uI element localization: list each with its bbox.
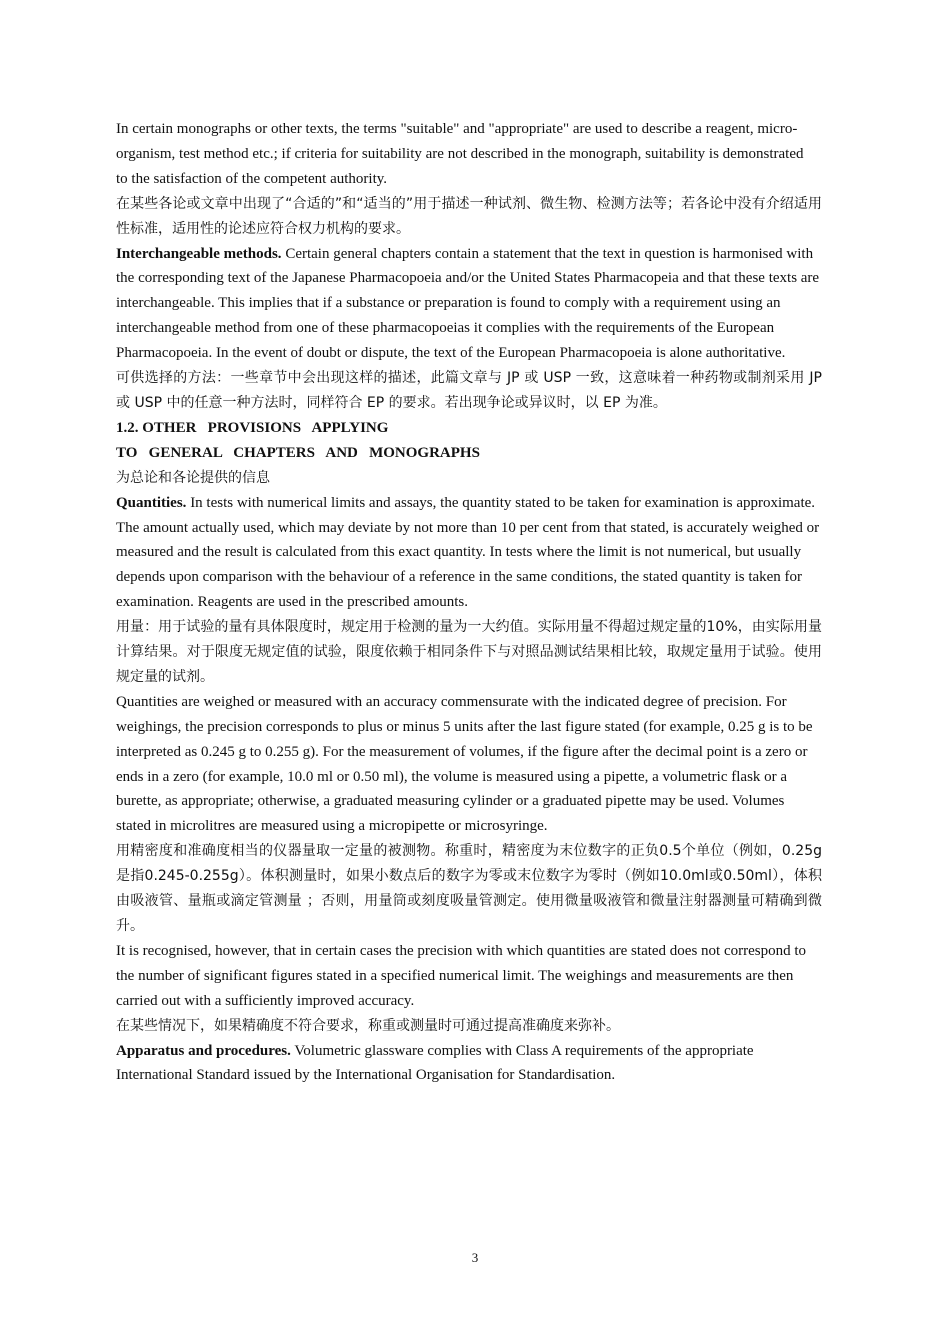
paragraph-interchangeable — [116, 242, 822, 367]
paragraph-quantities-zh: 用量：用于试验的量有具体限度时，规定用于检测的量为一大约值。实际用量不得超过规定量的10%，由实际用量计算结果。对于限度无规定值的试验，限度依赖于相同条件下与对照品测试结果相比较，取规定量用于试验。使用规定量的试剂。 — [116, 619, 822, 685]
section-heading-line1: 1.2. OTHER PROVISIONS APPLYING — [116, 419, 389, 436]
paragraph-suitable-zh: 在某些各论或文章中出现了“合适的”和“适当的”用于描述一种试剂、微生物、检测方法等；若各论中没有介绍适用性标准，适用性的论述应符合权力机构的要求。 — [116, 195, 822, 237]
paragraph-apparatus — [116, 1039, 822, 1089]
term-apparatus-procedures: Apparatus and procedures. — [116, 1042, 291, 1059]
paragraph-apparatus-text: Volumetric glassware complies with Class A requirements of the appropriate International Standard issued by the International Organisation for Standardisation. — [116, 1042, 754, 1084]
page-number: 3 — [471, 1250, 479, 1265]
paragraph-interchangeable-text: Certain general chapters contain a statement that the text in question is harmonised with the corresponding text of the Japanese Pharmacopoeia and/or the United States Pharmacopeia and that these texts are interchangeable. This implies that if a substance or preparation is found to comply with a requirement using an interchangeable method from one of these pharmacopoeias it complies with the requirements of the European Pharmacopoeia. In the event of doubt or dispute, the text of the European Pharmacopoeia is alone authoritative. — [116, 245, 820, 362]
paragraph-quantities — [116, 491, 822, 616]
document-body — [116, 117, 822, 1088]
term-quantities: Quantities. — [116, 494, 187, 511]
paragraph-quantities-text: In tests with numerical limits and assays, the quantity stated to be taken for examination is approximate. The amount actually used, which may deviate by not more than 10 per cent from that stated, is accurately weighed or measured and the result is calculated from this exact quantity. In tests where the limit is not numerical, but usually depends upon comparison with the behaviour of a reference in the same conditions, the stated quantity is taken for examination. Reagents are used in the prescribed amounts. — [116, 494, 820, 611]
paragraph-precision: Quantities are weighed or measured with an accuracy commensurate with the indicated degree of precision. For weighings, the precision corresponds to plus or minus 5 units after the last figure stated (for example, 0.25 g is to be interpreted as 0.245 g to 0.255 g). For the measurement of volumes, if the figure after the decimal point is a zero or ends in a zero (for example, 10.0 ml or 0.50 ml), the volume is measured using a pipette, a volumetric flask or a burette, as appropriate; otherwise, a graduated measuring cylinder or a graduated pipette may be used. Volumes stated in microlitres are measured using a micropipette or microsyringe. — [116, 693, 813, 835]
term-interchangeable-methods: Interchangeable methods. — [116, 245, 282, 262]
paragraph-precision-zh: 用精密度和准确度相当的仪器量取一定量的被测物。称重时，精密度为末位数字的正负0.5个单位（例如，0.25g是指0.245-0.255g）。体积测量时，如果小数点后的数字为零或末位数字为零时（例如10.0ml或0.50ml），体积由吸液管、量瓶或滴定管测量 ；否则，用量筒或刻度吸量管测定。使用微量吸液管和微量注射器测量可精确到微升。 — [116, 843, 822, 934]
paragraph-significant-figures: It is recognised, however, that in certain cases the precision with which quantities are stated does not correspond to the number of significant figures stated in a specified numerical limit. The weighings and measurements are then carried out with a sufficiently improved accuracy. — [116, 942, 807, 1009]
paragraph-suitable-cont: to the satisfaction of the competent authority. — [116, 170, 388, 187]
paragraph-significant-figures-zh: 在某些情况下，如果精确度不符合要求，称重或测量时可通过提高准确度来弥补。 — [116, 1017, 620, 1034]
paragraph-suitable: In certain monographs or other texts, the terms "suitable" and "appropriate" are used to describe a reagent, micro-organism, test method etc.; if criteria for suitability are not described in the monograph, suitability is demonstrated — [116, 121, 804, 162]
section-heading-zh: 为总论和各论提供的信息 — [116, 469, 270, 486]
paragraph-interchangeable-zh: 可供选择的方法：一些章节中会出现这样的描述，此篇文章与 JP 或 USP 一致，这意味着一种药物或制剂采用 JP 或 USP 中的任意一种方法时，同样符合 EP 的要求。若出现争论或异议时，以 EP 为准。 — [116, 370, 822, 411]
section-heading-line2: TO GENERAL CHAPTERS AND MONOGRAPHS — [116, 444, 480, 461]
